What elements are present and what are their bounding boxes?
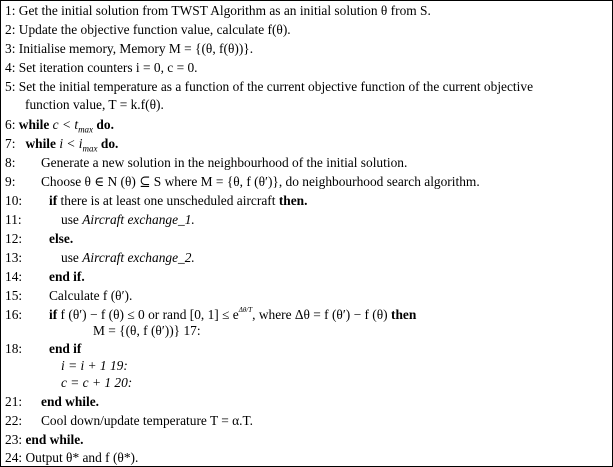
- algorithm-line: 21: end while.: [5, 394, 100, 409]
- algorithm-line: 13: use Aircraft exchange_2.: [5, 250, 195, 265]
- algorithm-line: 10: if there is at least one unscheduled aircraft then.: [5, 193, 308, 208]
- algorithm-line: 16: if f (θ′) − f (θ) ≤ 0 or rand [0, 1] ≤ eΔθ/T, where Δθ = f (θ′) − f (θ) then: [5, 306, 417, 322]
- algorithm-line: 7: while $i < i_{max}$ do.: [5, 136, 119, 154]
- algorithm-line: 6: while $c < t_{max}$ do.: [5, 117, 114, 135]
- algorithm-line: 15: Calculate f (θ′).: [5, 288, 133, 303]
- algorithm-line: c = c + 1 20:: [61, 375, 133, 390]
- algorithm-line: 23: end while.: [5, 432, 84, 447]
- algorithm-line: 14: end if.: [5, 269, 85, 284]
- algorithm-line: 1: Get the initial solution from TWST Algorithm as an initial solution θ from S.: [5, 3, 431, 18]
- algorithm-line: 2: Update the objective function value, calculate f(θ).: [5, 22, 291, 37]
- algorithm-line: 22: Cool down/update temperature T = α.T.: [5, 413, 254, 428]
- algorithm-line: 24: Output θ* and f (θ*).: [5, 450, 139, 465]
- algorithm-line: M = {(θ, f (θ′))} 17:: [93, 323, 201, 338]
- algorithm-line: 11: use Aircraft exchange_1.: [5, 212, 195, 227]
- algorithm-line: 5: Set the initial temperature as a function of the current objective function of the current objective: [5, 79, 534, 94]
- algorithm-line: function value, T = k.f(θ).: [25, 97, 164, 112]
- algorithm-line: 18: end if: [5, 341, 82, 356]
- algorithm-line: 9: Choose θ ∈ N (θ) ⊆ S where M = {θ, f (θ′)}, do neighbourhood search algorithm.: [5, 174, 480, 189]
- algorithm-line: 3: Initialise memory, Memory M = {(θ, f(θ))}.: [5, 41, 254, 56]
- algorithm-line: i = i + 1 19:: [61, 358, 128, 373]
- algorithm-line: 4: Set iteration counters i = 0, c = 0.: [5, 60, 198, 75]
- algorithm-line: 12: else.: [5, 231, 74, 246]
- algorithm-line: 8: Generate a new solution in the neighbourhood of the initial solution.: [5, 155, 408, 170]
